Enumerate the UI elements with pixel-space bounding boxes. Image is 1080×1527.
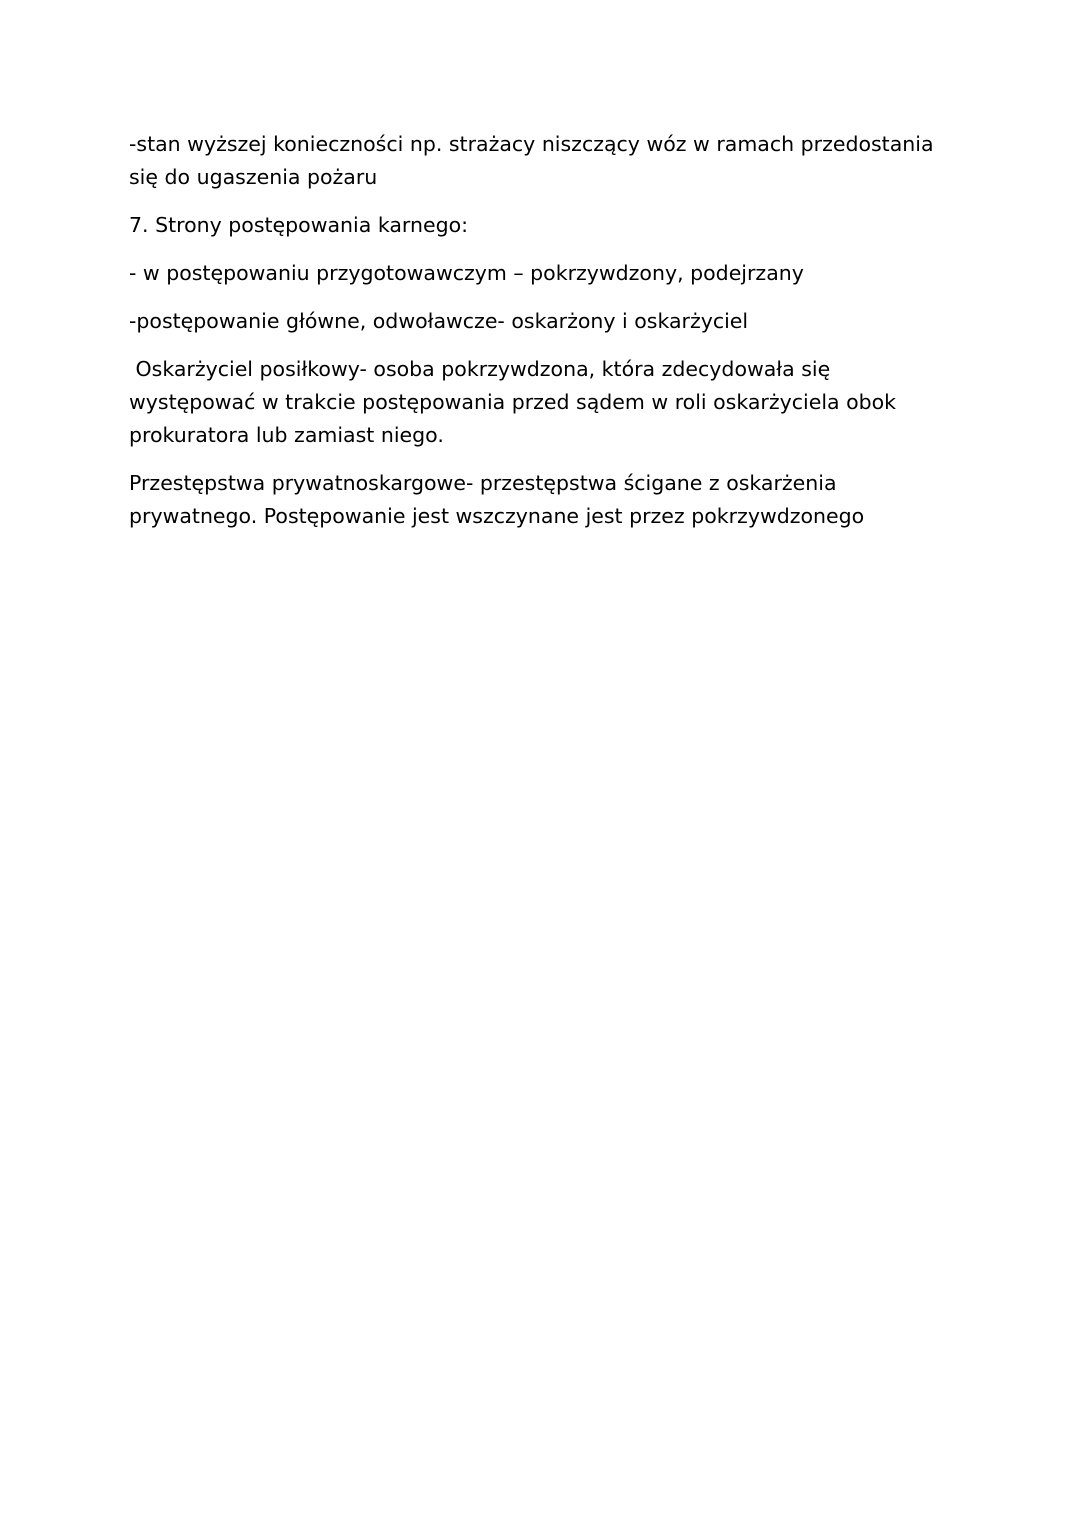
text-line: -postępowanie główne, odwoławcze- oskarżony i oskarżyciel — [129, 309, 749, 333]
text-line: 7. Strony postępowania karnego: — [129, 213, 469, 237]
section-heading-strony-postepowania — [129, 209, 949, 242]
document-body — [129, 128, 949, 548]
paragraph-postepowanie-przygotowawcze — [129, 257, 949, 290]
paragraph-stan-wyzszej-koniecznosci — [129, 128, 949, 194]
text-line: Przestępstwa prywatnoskargowe- przestępstwa ścigane z oskarżenia — [129, 471, 837, 495]
paragraph-przestepstwa-prywatnoskargowe — [129, 467, 949, 533]
text-line: -stan wyższej konieczności np. strażacy niszczący wóz w ramach przedostania — [129, 132, 934, 156]
text-line: - w postępowaniu przygotowawczym – pokrzywdzony, podejrzany — [129, 261, 804, 285]
text-line: Oskarżyciel posiłkowy- osoba pokrzywdzona, która zdecydowała się — [129, 357, 831, 381]
paragraph-oskarzyciel-posilkowy — [129, 353, 949, 452]
text-line: prokuratora lub zamiast niego. — [129, 423, 444, 447]
paragraph-postepowanie-glowne — [129, 305, 949, 338]
text-line: występować w trakcie postępowania przed sądem w roli oskarżyciela obok — [129, 390, 897, 414]
text-line: się do ugaszenia pożaru — [129, 165, 378, 189]
text-line: prywatnego. Postępowanie jest wszczynane jest przez pokrzywdzonego — [129, 504, 865, 528]
